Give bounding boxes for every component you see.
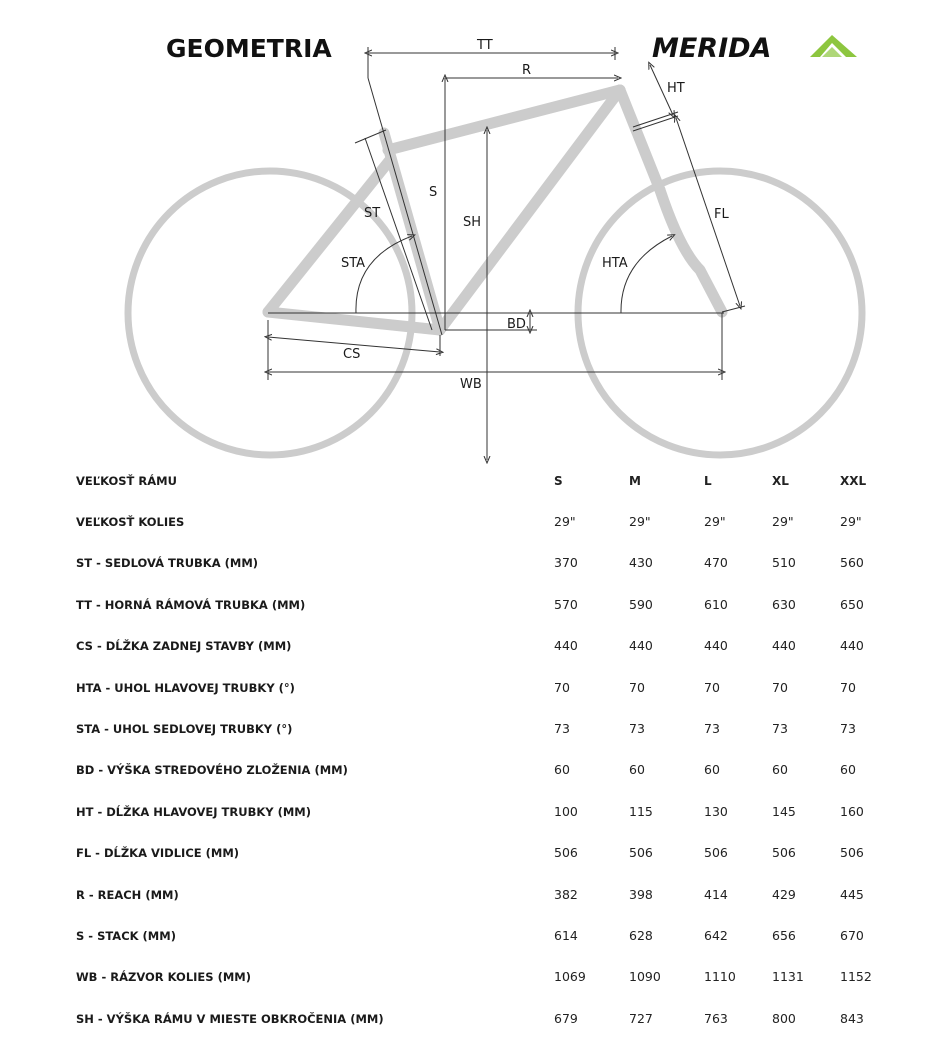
- row-label: CS - DĹŽKA ZADNEJ STAVBY (MM): [76, 639, 292, 654]
- row-label: TT - HORNÁ RÁMOVÁ TRUBKA (MM): [76, 597, 306, 612]
- size-m: M: [629, 474, 641, 488]
- row-value: 610: [704, 596, 728, 612]
- row-value: 650: [840, 596, 864, 612]
- row-value: 670: [840, 928, 864, 943]
- table-row: [0, 760, 942, 780]
- row-value: 440: [772, 638, 796, 654]
- row-value: 560: [840, 555, 864, 571]
- row-value: 727: [629, 1010, 653, 1026]
- header-label: VEĽKOSŤ RÁMU: [76, 474, 177, 488]
- table-row: [0, 678, 942, 698]
- table-row: [0, 1009, 942, 1029]
- row-label: ST - SEDLOVÁ TRUBKA (MM): [76, 556, 259, 571]
- row-label: SH - VÝŠKA RÁMU V MIESTE OBKROČENIA (MM): [76, 1011, 384, 1026]
- row-value: 570: [554, 596, 578, 612]
- row-value: 506: [840, 845, 864, 861]
- row-value: 642: [704, 928, 728, 943]
- table-row: [0, 636, 942, 656]
- row-value: 130: [704, 803, 728, 819]
- label-cs: CS: [343, 347, 361, 362]
- row-value: 614: [554, 928, 578, 943]
- label-bd: BD: [507, 317, 526, 332]
- row-value: 29": [772, 514, 794, 529]
- row-value: 440: [629, 638, 653, 654]
- row-value: 630: [772, 596, 796, 612]
- label-tt: TT: [477, 38, 493, 53]
- row-value: 628: [629, 928, 653, 943]
- table-row: [0, 802, 942, 822]
- table-row: [0, 967, 942, 987]
- row-label: R - REACH (MM): [76, 887, 179, 902]
- row-value: 414: [704, 886, 728, 902]
- row-label: VEĽKOSŤ KOLIES: [76, 515, 185, 529]
- row-value: 1069: [554, 969, 586, 985]
- table-row: [0, 885, 942, 905]
- row-value: 73: [629, 721, 645, 736]
- row-value: 70: [629, 679, 645, 695]
- row-value: 590: [629, 596, 653, 612]
- row-value: 506: [554, 845, 578, 861]
- row-value: 843: [840, 1010, 864, 1026]
- row-value: 429: [772, 886, 796, 902]
- row-value: 506: [772, 845, 796, 861]
- label-sh: SH: [463, 215, 482, 230]
- row-value: 382: [554, 886, 578, 902]
- table-row: [0, 512, 942, 532]
- row-value: 1152: [840, 969, 872, 985]
- size-xxl: XXL: [840, 474, 867, 488]
- row-value: 100: [554, 803, 578, 819]
- row-value: 29": [704, 514, 726, 529]
- label-fl: FL: [714, 207, 729, 222]
- fork: [660, 190, 722, 312]
- row-value: 1110: [704, 969, 736, 985]
- row-label: STA - UHOL SEDLOVEJ TRUBKY (°): [76, 722, 293, 736]
- head-tube: [620, 90, 660, 190]
- row-value: 70: [772, 679, 788, 695]
- table-row: [0, 553, 942, 573]
- row-value: 73: [840, 721, 856, 736]
- page-title: GEOMETRIA: [166, 34, 332, 63]
- row-value: 398: [629, 886, 653, 902]
- label-ht: HT: [667, 81, 685, 96]
- label-hta: HTA: [602, 256, 628, 271]
- row-value: 510: [772, 555, 796, 571]
- table-row: [0, 843, 942, 863]
- row-value: 470: [704, 555, 728, 571]
- label-sta: STA: [341, 256, 366, 271]
- row-value: 445: [840, 886, 864, 902]
- row-value: 506: [704, 845, 728, 861]
- size-xl: XL: [772, 474, 789, 488]
- row-value: 440: [840, 638, 864, 654]
- brand-text: MERIDA: [652, 33, 772, 64]
- bike-frame: [268, 90, 722, 330]
- row-value: 73: [772, 721, 788, 736]
- row-value: 1131: [772, 969, 804, 985]
- label-s: S: [429, 185, 438, 200]
- geometry-diagram: [0, 0, 942, 470]
- label-wb: WB: [460, 377, 482, 392]
- row-value: 60: [704, 762, 720, 778]
- row-value: 73: [704, 721, 720, 736]
- row-value: 60: [554, 762, 570, 778]
- row-value: 656: [772, 928, 796, 943]
- row-value: 60: [772, 762, 788, 778]
- row-value: 160: [840, 803, 864, 819]
- row-value: 800: [772, 1010, 796, 1026]
- row-value: 440: [554, 638, 578, 654]
- row-value: 29": [629, 514, 651, 529]
- row-value: 70: [554, 679, 570, 695]
- row-value: 70: [704, 679, 720, 695]
- row-value: 70: [840, 679, 856, 695]
- table-row: [0, 595, 942, 615]
- row-value: 73: [554, 721, 570, 736]
- row-value: 679: [554, 1010, 578, 1026]
- row-value: 115: [629, 803, 653, 819]
- row-value: 29": [554, 514, 576, 529]
- row-label: HT - DĹŽKA HLAVOVEJ TRUBKY (MM): [76, 804, 311, 819]
- table-header-row: [0, 471, 942, 491]
- row-label: HTA - UHOL HLAVOVEJ TRUBKY (°): [76, 680, 295, 695]
- row-value: 440: [704, 638, 728, 654]
- row-label: S - STACK (MM): [76, 929, 176, 943]
- dimension-lines: [268, 47, 745, 460]
- row-value: 763: [704, 1010, 728, 1026]
- row-value: 29": [840, 514, 862, 529]
- row-value: 1090: [629, 969, 661, 985]
- row-value: 60: [629, 762, 645, 778]
- label-st: ST: [364, 206, 381, 221]
- table-row: [0, 719, 942, 739]
- row-value: 60: [840, 762, 856, 778]
- row-label: WB - RÁZVOR KOLIES (MM): [76, 970, 251, 985]
- row-value: 370: [554, 555, 578, 571]
- size-l: L: [704, 474, 712, 488]
- table-row: [0, 926, 942, 946]
- row-value: 430: [629, 555, 653, 571]
- row-value: 506: [629, 845, 653, 861]
- row-label: FL - DĹŽKA VIDLICE (MM): [76, 846, 240, 861]
- label-r: R: [522, 63, 532, 78]
- row-label: BD - VÝŠKA STREDOVÉHO ZLOŽENIA (MM): [76, 763, 348, 778]
- size-s: S: [554, 474, 563, 488]
- row-value: 145: [772, 803, 796, 819]
